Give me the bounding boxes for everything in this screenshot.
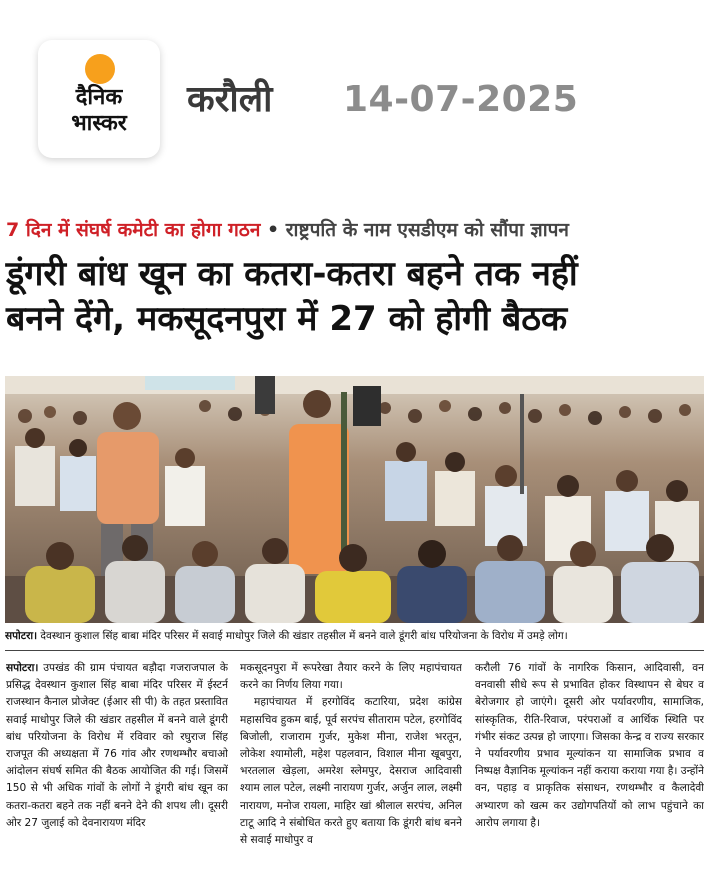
edition-city: करौली — [187, 79, 273, 120]
kicker — [6, 216, 706, 246]
dainik-bhaskar-logo[interactable] — [38, 40, 160, 158]
headline — [6, 252, 708, 342]
headline-line2: बनने देंगे, मकसूदनपुरा में 27 को होगी बैठक — [6, 299, 568, 339]
kicker-bullet: • — [267, 219, 280, 241]
article-paragraph: करौली 76 गांवों के नागरिक किसान, आदिवासी, वन वनवासी सीधे रूप से प्रभावित होकर विस्थापन से बेघर व बेरोजगार हो जाएंगे। दूसरी ओर पर्यावरणीय, सामाजिक, सांस्कृतिक, रीति-रिवाज, परंपराओं व आर्थिक स्थिति पर गंभीर संकट उत्पन्न हो जाएगा। जिसका केन्द्र व राज्य सरकार ने पर्यावरणीय प्रभाव मूल्यांकन या सामाजिक प्रभाव व निष्पक्ष वैज्ञानिक मूल्यांकन नहीं कराया कराया गया है। उन्होंने वन, पहाड़ व प्राकृतिक संसाधन, रणथम्भौर व कैलादेवी अभ्यारण को खत्म कर उद्योगपतियों को लाभ पहुंचाने का आरोप लगाया है। — [475, 662, 704, 829]
article-column-1 — [6, 660, 228, 886]
article-column-3 — [475, 660, 704, 886]
logo-text-line1: दैनिक — [75, 85, 123, 110]
dateline: सपोटरा। — [6, 662, 39, 674]
article-paragraph: महापंचायत में हरगोविंद कटारिया, प्रदेश कांग्रेस महासचिव हुकम बाई, पूर्व सरपंच सीताराम पटेल, हरगोविंद बिजोली, राजाराम गुर्जर, मुकेश मीना, राजेश भरतून, लोकेश श्यामोली, महेश पहलवान, विशाल मीना खूबपुरा, भरतलाल खेड़ला, अमरेश स्लेमपुर, देसराज आदिवासी श्याम लाल पटेल, लक्ष्मी नारायण गुर्जर, अर्जुन लाल, लक्ष्मी नारायण, मनोज रायला, माहिर खां श्रीलाल सरपंच, अनिल टाटू आदि ने संबोधित करते हुए बताया कि डूंगरी बांध बनने से सवाई माधोपुर व — [240, 696, 462, 847]
photo-caption — [5, 626, 704, 646]
headline-line1: डूंगरी बांध खून का कतरा-कतरा बहने तक नहीं — [6, 254, 578, 294]
caption-place: सपोटरा। — [5, 630, 38, 642]
crowd-photo — [5, 376, 704, 623]
masthead — [0, 0, 713, 200]
caption-text: देवस्थान कुशाल सिंह बाबा मंदिर परिसर में सवाई माधोपुर जिले की खंडार तहसील में बनने वाले डूंगरी बांध परियोजना के विरोध में उमड़े लोग। — [37, 630, 568, 642]
edition-date: 14-07-2025 — [343, 79, 579, 120]
kicker-highlight: 7 दिन में संघर्ष कमेटी का होगा गठन — [6, 219, 261, 241]
article-column-2 — [240, 660, 462, 886]
crowd-photo-illustration — [5, 376, 704, 623]
article-paragraph — [6, 660, 228, 832]
sun-icon — [85, 54, 115, 84]
kicker-subtext: राष्ट्रपति के नाम एसडीएम को सौंपा ज्ञापन — [285, 219, 569, 241]
article-text: उपखंड की ग्राम पंचायत बड़ौदा गजराजपाल के प्रसिद्ध देवस्थान कुशाल सिंह बाबा मंदिर परिसर में ईस्टर्न राजस्थान कैनाल प्रोजेक्ट (ईआर सी पी) के तहत प्रस्तावित सवाई माधोपुर जिले की खंडार तहसील में बनने वाले डूंगरी बांध परियोजना के विरोध में रविवार को रघुराज सिंह राजपूत की अध्यक्षता में 76 गांव और रणथम्भौर बचाओ आंदोलन संघर्ष समित की बैठक आयोजित की गई। जिसमें 150 से भी अधिक गांवों के लोगों ने डूंगरी बांध खून का कतरा-कतरा बहने तक नहीं बनने देने की शपथ ली। दूसरी ओर 27 जुलाई को देवनारायण मंदिर — [6, 662, 228, 829]
divider — [5, 650, 704, 651]
logo-text-line2: भास्कर — [71, 111, 127, 136]
article-paragraph: मकसूदनपुरा में रूपरेखा तैयार करने के लिए महापंचायत करने का निर्णय लिया गया। — [240, 662, 462, 692]
